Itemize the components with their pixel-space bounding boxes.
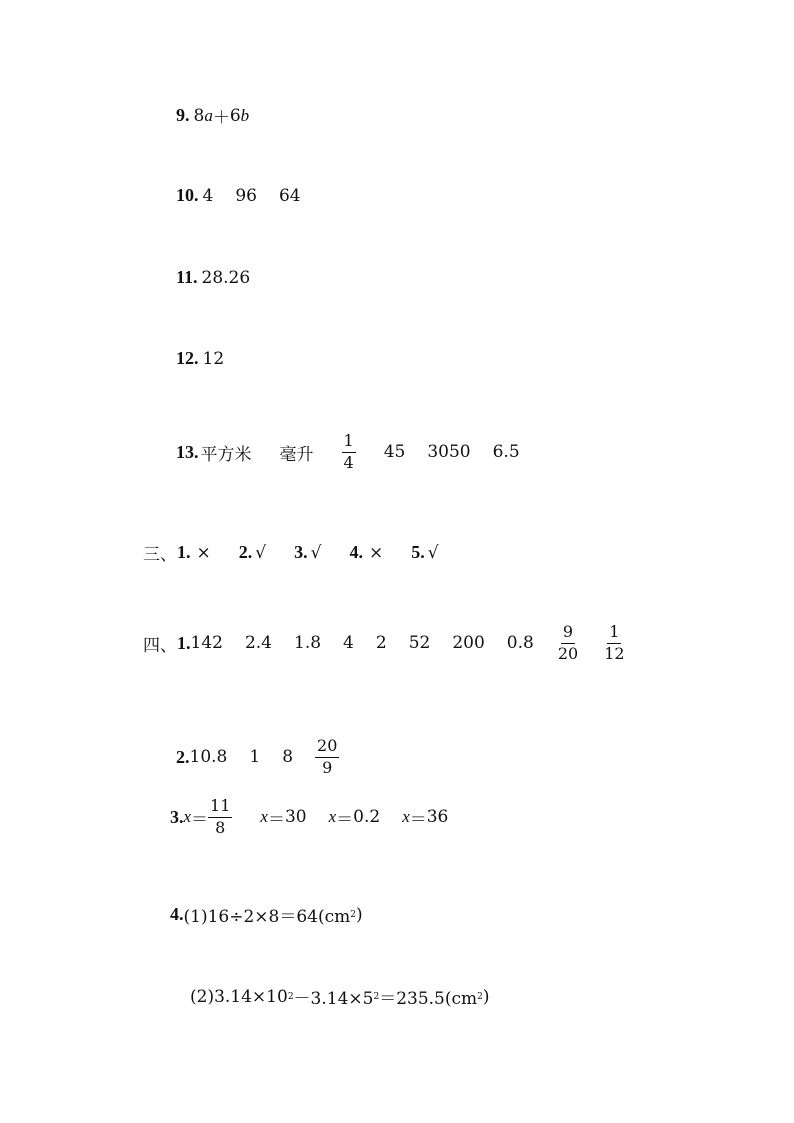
variable-x: x [183, 807, 192, 827]
section-four-q2 [176, 738, 339, 777]
answer-number: 10. [176, 185, 199, 205]
value: 1 [249, 747, 261, 768]
coef-b: 6 [229, 105, 241, 126]
value: 3050 [427, 442, 471, 463]
value: 0.2 [353, 807, 381, 828]
equation-text: ) [355, 904, 363, 925]
cross-mark: × [368, 542, 384, 563]
value: 4 [202, 185, 214, 206]
item-number: 2. [176, 746, 190, 767]
variable-x: x [260, 807, 268, 827]
plus-sign: ＋ [212, 108, 230, 128]
numerator: 1 [607, 624, 621, 644]
value: 142 [190, 633, 223, 654]
item-number: 1. [177, 632, 191, 653]
value: 12 [202, 348, 225, 369]
equation-text: －3.14×5 [293, 989, 374, 1009]
value: 200 [452, 633, 485, 654]
equation-text: ) [482, 986, 490, 1007]
item-number: 3. [294, 542, 308, 562]
unit-text: 毫升 [279, 444, 314, 465]
fraction [342, 433, 356, 472]
check-mark: √ [310, 542, 322, 563]
answer-number: 11. [176, 267, 198, 287]
coef-a: 8 [193, 105, 205, 126]
numerator: 20 [315, 738, 339, 758]
answer-13 [176, 433, 520, 472]
denominator: 12 [604, 643, 625, 663]
section-four-q3 [170, 798, 448, 837]
value: 10.8 [189, 747, 228, 768]
numerator: 9 [561, 624, 575, 644]
section-four-q1 [143, 624, 627, 663]
value: 45 [383, 442, 406, 463]
section-four-q4-part1 [170, 902, 363, 927]
section-label: 三、 [143, 545, 177, 565]
answer-10 [176, 185, 301, 206]
equation-text: ＝235.5(cm [379, 989, 478, 1009]
item-number: 2. [238, 542, 253, 562]
equation-text: (1)16÷2×8＝64(cm [183, 907, 351, 927]
value: 64 [278, 185, 301, 206]
numerator: 1 [342, 433, 356, 453]
fraction [556, 624, 580, 663]
answer-11 [176, 267, 250, 288]
var-b: b [240, 105, 250, 125]
answer-number: 12. [176, 348, 199, 368]
section-label: 四、 [143, 635, 177, 656]
fraction [208, 798, 232, 837]
superscript: 2 [350, 909, 356, 920]
answer-9 [176, 103, 249, 128]
cross-mark: × [196, 542, 211, 563]
value: 52 [408, 633, 431, 654]
equals-sign: ＝ [409, 809, 427, 830]
value: 1.8 [294, 633, 322, 654]
equals-sign: ＝ [267, 809, 285, 830]
value: 4 [343, 633, 354, 654]
superscript: 2 [287, 991, 294, 1002]
variable-x: x [328, 807, 337, 827]
answer-number: 13. [176, 441, 199, 462]
denominator: 4 [343, 452, 354, 472]
equals-sign: ＝ [336, 809, 354, 830]
section-three [143, 540, 439, 565]
answer-12 [176, 348, 224, 369]
item-number: 1. [177, 542, 191, 562]
value: 0.8 [506, 633, 534, 654]
answer-number: 9. [176, 105, 190, 125]
value: 6.5 [492, 442, 520, 463]
denominator: 9 [322, 757, 333, 777]
check-mark: √ [427, 542, 439, 563]
fraction [315, 738, 339, 777]
item-number: 4. [349, 542, 363, 562]
variable-x: x [402, 807, 410, 827]
check-mark: √ [255, 542, 267, 563]
value: 96 [235, 185, 257, 206]
value: 8 [282, 747, 294, 768]
value: 2 [375, 633, 387, 654]
value: 28.26 [201, 267, 251, 288]
value: 2.4 [244, 633, 272, 654]
item-number: 4. [170, 904, 184, 924]
denominator: 8 [215, 817, 226, 837]
item-number: 5. [411, 542, 425, 562]
equation-text: (2)3.14×10 [190, 986, 288, 1007]
item-number: 3. [170, 806, 184, 827]
superscript: 2 [373, 991, 380, 1002]
denominator: 20 [557, 643, 579, 663]
unit-text: 平方米 [200, 444, 252, 465]
value: 36 [426, 807, 449, 828]
equals-sign: ＝ [191, 809, 209, 830]
section-four-q4-part2 [190, 984, 490, 1009]
superscript: 2 [477, 991, 483, 1002]
numerator: 11 [208, 798, 232, 818]
fraction [602, 624, 626, 663]
value: 30 [284, 807, 307, 828]
var-a: a [204, 105, 213, 125]
